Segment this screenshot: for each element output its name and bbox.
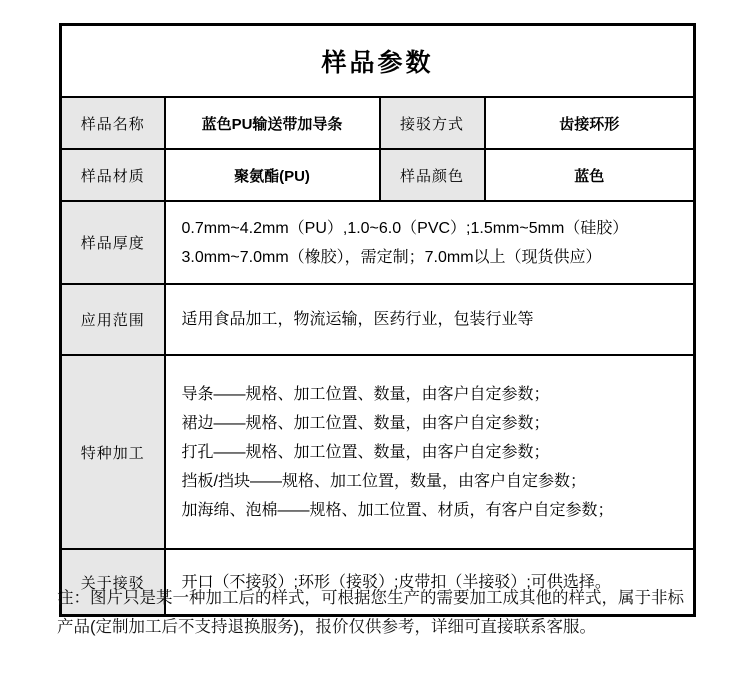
label-sample-name: 样品名称 — [61, 97, 165, 149]
footnote-line: 注：图片只是某一种加工后的样式，可根据您生产的需要加工成其他的样式，属于非标 — [57, 589, 684, 607]
footnote-line: 产品(定制加工后不支持退换服务)，报价仅供参考，详细可直接联系客服。 — [57, 618, 596, 636]
label-about-connection: 关于接驳 — [61, 549, 165, 616]
table-row — [61, 355, 695, 549]
cell-sample-thickness — [165, 201, 695, 284]
table-row — [61, 149, 695, 201]
thickness-line: 3.0mm~7.0mm（橡胶），需定制；7.0mm以上（现货供应） — [181, 248, 602, 266]
value-sample-name: 蓝色PU输送带加导条 — [165, 97, 380, 149]
special-processing-line: 裙边——规格、加工位置、数量，由客户自定参数； — [181, 414, 550, 432]
connection-line: 开口（不接驳）;环形（接驳）;皮带扣（半接驳）;可供选择。 — [181, 573, 611, 591]
special-processing-line: 导条——规格、加工位置、数量，由客户自定参数； — [181, 385, 550, 403]
cell-application-scope — [165, 284, 695, 355]
table-row — [61, 284, 695, 355]
title-row — [61, 25, 695, 98]
spec-table — [59, 23, 696, 617]
label-sample-thickness: 样品厚度 — [61, 201, 165, 284]
table-row — [61, 201, 695, 284]
label-special-processing: 特种加工 — [61, 355, 165, 549]
value-connection-method: 齿接环形 — [485, 97, 695, 149]
label-sample-color: 样品颜色 — [380, 149, 485, 201]
application-line: 适用食品加工，物流运输，医药行业，包装行业等 — [181, 311, 534, 328]
cell-special-processing — [165, 355, 695, 549]
special-processing-line: 打孔——规格、加工位置、数量，由客户自定参数； — [181, 443, 550, 461]
label-connection-method: 接驳方式 — [380, 97, 485, 149]
value-sample-color: 蓝色 — [485, 149, 695, 201]
thickness-line: 0.7mm~4.2mm（PU）,1.0~6.0（PVC）;1.5mm~5mm（硅胶） — [181, 219, 629, 237]
table-row — [61, 97, 695, 149]
value-sample-material: 聚氨酯(PU) — [165, 149, 380, 201]
label-sample-material: 样品材质 — [61, 149, 165, 201]
special-processing-line: 加海绵、泡棉——规格、加工位置、材质，有客户自定参数； — [181, 501, 614, 519]
footnote — [57, 584, 699, 642]
page-title: 样品参数 — [61, 25, 695, 98]
label-application-scope: 应用范围 — [61, 284, 165, 355]
special-processing-line: 挡板/挡块——规格、加工位置，数量，由客户自定参数； — [181, 472, 586, 490]
